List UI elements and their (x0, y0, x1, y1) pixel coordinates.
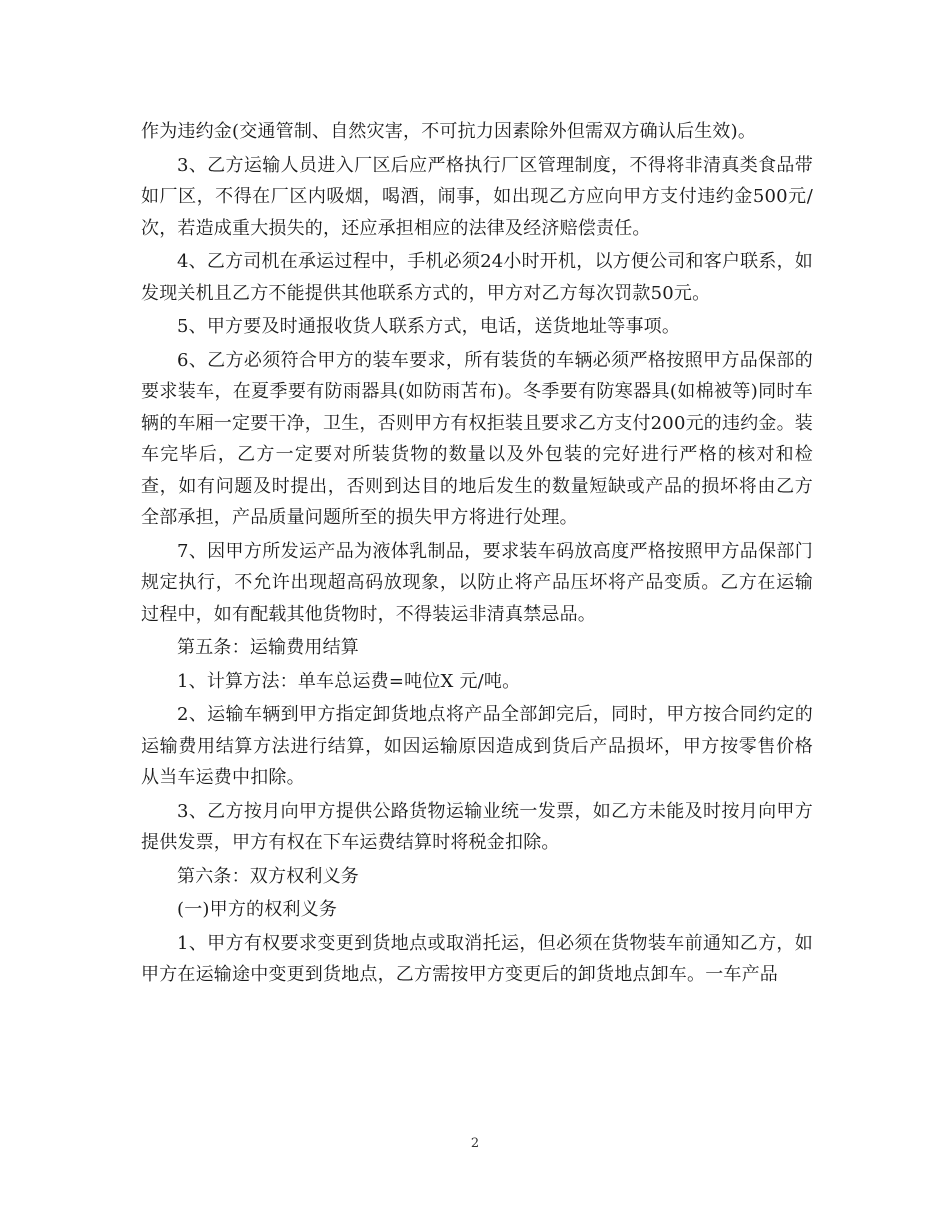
paragraph-p3: 5、甲方要及时通报收货人联系方式，电话，送货地址等事项。 (177, 316, 681, 337)
paragraph-p2: 4、乙方司机在承运过程中，手机必须24小时开机，以方便公司和客户联系，如发现关机且乙方不能提供其他联系方式的，甲方对乙方每次罚款50元。 (141, 251, 813, 304)
document-body (141, 116, 813, 991)
paragraph-p12: 1、甲方有权要求变更到货地点或取消托运，但必须在货物装车前通知乙方，如甲方在运输途中变更到货地点，乙方需按甲方变更后的卸货地点卸车。一车产品 (141, 932, 813, 985)
paragraph-p9: 3、乙方按月向甲方提供公路货物运输业统一发票，如乙方未能及时按月向甲方提供发票，甲方有权在下车运费结算时将税金扣除。 (141, 800, 813, 853)
section-heading-article-5: 第五条：运输费用结算 (177, 637, 359, 658)
paragraph-p8: 2、运输车辆到甲方指定卸货地点将产品全部卸完后，同时，甲方按合同约定的运输费用结算方法进行结算，如因运输原因造成到货后产品损坏，甲方按零售价格从当车运费中扣除。 (141, 704, 813, 788)
paragraph-p0: 作为违约金(交通管制、自然灾害，不可抗力因素除外但需双方确认后生效)。 (141, 121, 757, 142)
paragraph-p4: 6、乙方必须符合甲方的装车要求，所有装货的车辆必须严格按照甲方品保部的要求装车，在夏季要有防雨器具(如防雨苫布)。冬季要有防寒器具(如棉被等)同时车辆的车厢一定要干净，卫生，否则甲方有权拒装且要求乙方支付200元的违约金。装车完毕后，乙方一定要对所装货物的数量以及外包装的完好进行严格的核对和检查，如有问题及时提出，否则到达目的地后发生的数量短缺或产品的损坏将由乙方全部承担，产品质量问题所至的损失甲方将进行处理。 (141, 349, 813, 528)
paragraph-p5: 7、因甲方所发运产品为液体乳制品，要求装车码放高度严格按照甲方品保部门规定执行，不允许出现超高码放现象，以防止将产品压坏将产品变质。乙方在运输过程中，如有配载其他货物时，不得装运非清真禁忌品。 (141, 540, 813, 625)
section-heading-article-6: 第六条：双方权利义务 (177, 865, 359, 887)
paragraph-p7: 1、计算方法：单车总运费=吨位X 元/吨。 (177, 670, 521, 692)
paragraph-p1: 3、乙方运输人员进入厂区后应严格执行厂区管理制度，不得将非清真类食品带如厂区，不得在厂区内吸烟，喝酒，闹事，如出现乙方应向甲方支付违约金500元/次，若造成重大损失的，还应承担相应的法律及经济赔偿责任。 (141, 154, 813, 239)
page-number: 2 (470, 1136, 480, 1151)
subsection-heading: (一)甲方的权利义务 (177, 899, 338, 920)
